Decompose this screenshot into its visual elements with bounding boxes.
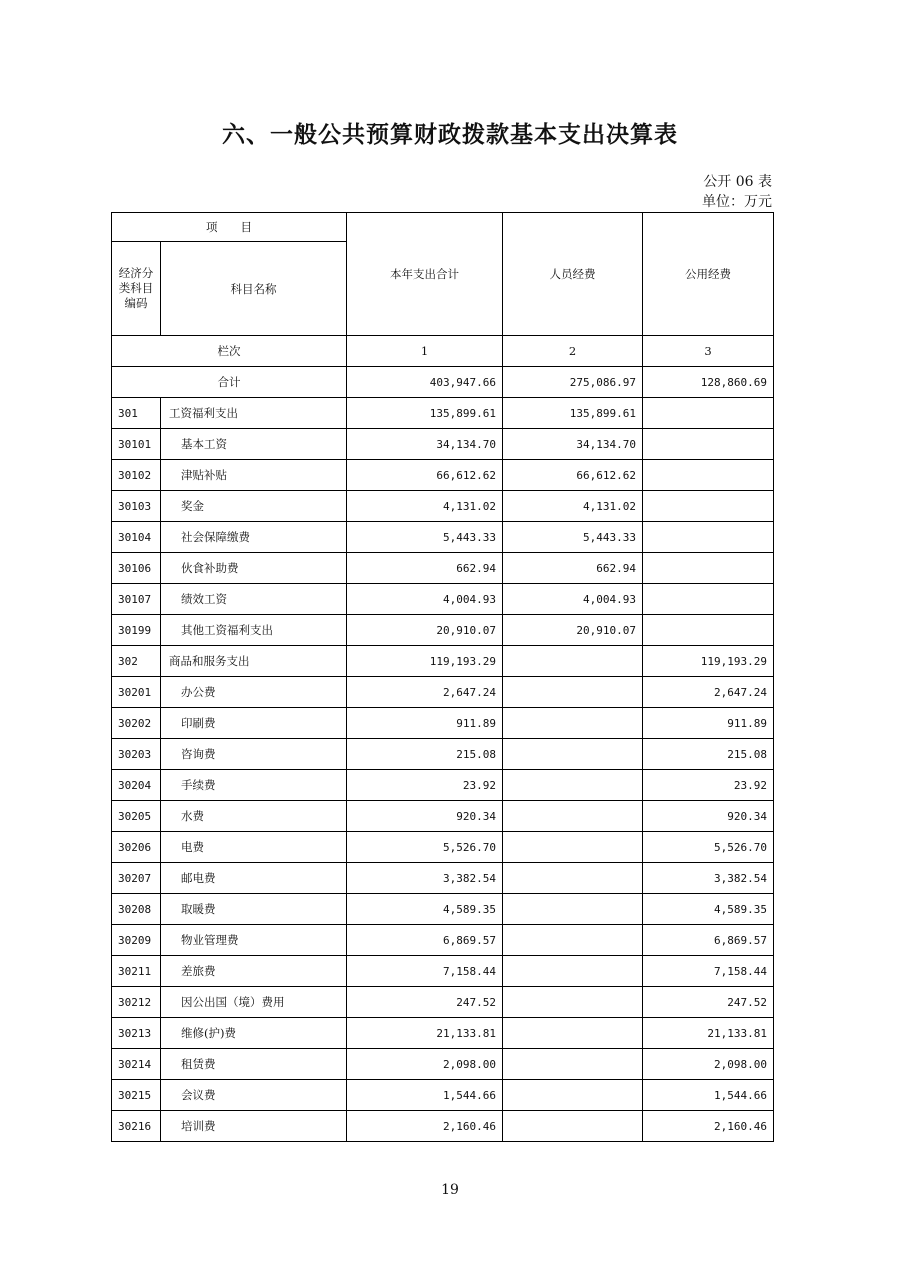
personnel-cell xyxy=(503,832,643,863)
total-cell: 5,526.70 xyxy=(347,832,503,863)
public-cell: 2,098.00 xyxy=(643,1049,774,1080)
personnel-cell: 662.94 xyxy=(503,553,643,584)
econ-code-cell: 30213 xyxy=(112,1018,161,1049)
subject-name-cell: 租赁费 xyxy=(161,1049,347,1080)
personnel-cell xyxy=(503,925,643,956)
econ-code-cell: 30208 xyxy=(112,894,161,925)
econ-code-cell: 30106 xyxy=(112,553,161,584)
row-index-label: 栏次 xyxy=(112,336,347,367)
econ-code-cell: 30204 xyxy=(112,770,161,801)
table-row xyxy=(112,398,774,429)
personnel-cell: 135,899.61 xyxy=(503,398,643,429)
total-cell: 66,612.62 xyxy=(347,460,503,491)
econ-code-cell: 30205 xyxy=(112,801,161,832)
personnel-cell xyxy=(503,1049,643,1080)
subject-name-cell: 基本工资 xyxy=(161,429,347,460)
total-cell: 34,134.70 xyxy=(347,429,503,460)
econ-code-cell: 30103 xyxy=(112,491,161,522)
econ-code-cell: 30206 xyxy=(112,832,161,863)
subject-name-cell: 手续费 xyxy=(161,770,347,801)
form-number: 公开 06 表 xyxy=(703,174,772,190)
econ-code-cell: 302 xyxy=(112,646,161,677)
public-cell xyxy=(643,398,774,429)
table-row xyxy=(112,894,774,925)
subject-name-cell: 商品和服务支出 xyxy=(161,646,347,677)
public-cell: 920.34 xyxy=(643,801,774,832)
table-row xyxy=(112,801,774,832)
total-cell: 2,098.00 xyxy=(347,1049,503,1080)
econ-code-header: 经济分类科目编码 xyxy=(112,242,161,336)
total-cell: 662.94 xyxy=(347,553,503,584)
table-row xyxy=(112,708,774,739)
subject-name-cell: 社会保障缴费 xyxy=(161,522,347,553)
col-personnel-header: 人员经费 xyxy=(503,213,643,336)
personnel-cell xyxy=(503,646,643,677)
col-public-header: 公用经费 xyxy=(643,213,774,336)
subject-name-cell: 津贴补贴 xyxy=(161,460,347,491)
table-row xyxy=(112,646,774,677)
table-row xyxy=(112,925,774,956)
total-cell: 135,899.61 xyxy=(347,398,503,429)
total-public: 128,860.69 xyxy=(643,367,774,398)
subject-name-cell: 差旅费 xyxy=(161,956,347,987)
table-row xyxy=(112,429,774,460)
public-cell xyxy=(643,491,774,522)
econ-code-cell: 30199 xyxy=(112,615,161,646)
subject-name-cell: 会议费 xyxy=(161,1080,347,1111)
table-row xyxy=(112,770,774,801)
public-cell xyxy=(643,584,774,615)
table-row xyxy=(112,1018,774,1049)
public-cell: 3,382.54 xyxy=(643,863,774,894)
public-cell xyxy=(643,553,774,584)
table-row xyxy=(112,460,774,491)
personnel-cell xyxy=(503,987,643,1018)
subject-name-cell: 邮电费 xyxy=(161,863,347,894)
table-row xyxy=(112,832,774,863)
total-cell: 20,910.07 xyxy=(347,615,503,646)
subject-name-cell: 维修(护)费 xyxy=(161,1018,347,1049)
personnel-cell: 4,004.93 xyxy=(503,584,643,615)
table-row xyxy=(112,615,774,646)
table-row xyxy=(112,584,774,615)
unit-label: 单位：万元 xyxy=(702,194,772,210)
total-cell: 2,160.46 xyxy=(347,1111,503,1142)
econ-code-cell: 30107 xyxy=(112,584,161,615)
econ-code-cell: 30215 xyxy=(112,1080,161,1111)
total-row xyxy=(112,367,774,398)
col-total-header: 本年支出合计 xyxy=(347,213,503,336)
public-cell: 119,193.29 xyxy=(643,646,774,677)
total-cell: 119,193.29 xyxy=(347,646,503,677)
total-label: 合计 xyxy=(112,367,347,398)
table-row xyxy=(112,1080,774,1111)
col-index-2: 2 xyxy=(503,336,643,367)
total-cell: 6,869.57 xyxy=(347,925,503,956)
table-row xyxy=(112,522,774,553)
public-cell: 21,133.81 xyxy=(643,1018,774,1049)
total-cell: 3,382.54 xyxy=(347,863,503,894)
personnel-cell: 34,134.70 xyxy=(503,429,643,460)
public-cell xyxy=(643,522,774,553)
personnel-cell: 20,910.07 xyxy=(503,615,643,646)
table-row xyxy=(112,739,774,770)
personnel-cell xyxy=(503,1111,643,1142)
total-cell: 911.89 xyxy=(347,708,503,739)
expenditure-table xyxy=(111,212,774,1142)
econ-code-cell: 30201 xyxy=(112,677,161,708)
public-cell: 911.89 xyxy=(643,708,774,739)
subject-name-cell: 水费 xyxy=(161,801,347,832)
econ-code-cell: 30214 xyxy=(112,1049,161,1080)
total-amount: 403,947.66 xyxy=(347,367,503,398)
item-header: 项 目 xyxy=(112,213,347,242)
total-cell: 215.08 xyxy=(347,739,503,770)
personnel-cell xyxy=(503,894,643,925)
table-row xyxy=(112,553,774,584)
subject-name-cell: 办公费 xyxy=(161,677,347,708)
public-cell xyxy=(643,460,774,491)
public-cell: 247.52 xyxy=(643,987,774,1018)
total-cell: 920.34 xyxy=(347,801,503,832)
personnel-cell: 5,443.33 xyxy=(503,522,643,553)
personnel-cell xyxy=(503,1018,643,1049)
econ-code-cell: 30209 xyxy=(112,925,161,956)
public-cell xyxy=(643,615,774,646)
subject-name-cell: 电费 xyxy=(161,832,347,863)
total-personnel: 275,086.97 xyxy=(503,367,643,398)
personnel-cell xyxy=(503,1080,643,1111)
table-row xyxy=(112,677,774,708)
table-row xyxy=(112,1049,774,1080)
personnel-cell xyxy=(503,770,643,801)
public-cell: 215.08 xyxy=(643,739,774,770)
personnel-cell: 4,131.02 xyxy=(503,491,643,522)
subject-name-cell: 奖金 xyxy=(161,491,347,522)
personnel-cell: 66,612.62 xyxy=(503,460,643,491)
subject-name-cell: 咨询费 xyxy=(161,739,347,770)
public-cell: 6,869.57 xyxy=(643,925,774,956)
public-cell: 23.92 xyxy=(643,770,774,801)
total-cell: 2,647.24 xyxy=(347,677,503,708)
econ-code-cell: 30101 xyxy=(112,429,161,460)
total-cell: 4,589.35 xyxy=(347,894,503,925)
personnel-cell xyxy=(503,956,643,987)
col-index-1: 1 xyxy=(347,336,503,367)
econ-code-cell: 30211 xyxy=(112,956,161,987)
public-cell: 5,526.70 xyxy=(643,832,774,863)
page-number: 19 xyxy=(441,1182,459,1198)
total-cell: 4,131.02 xyxy=(347,491,503,522)
table-row xyxy=(112,956,774,987)
public-cell: 7,158.44 xyxy=(643,956,774,987)
public-cell: 2,160.46 xyxy=(643,1111,774,1142)
econ-code-cell: 30203 xyxy=(112,739,161,770)
subject-name-cell: 取暖费 xyxy=(161,894,347,925)
subject-name-cell: 印刷费 xyxy=(161,708,347,739)
table-row xyxy=(112,863,774,894)
col-index-3: 3 xyxy=(643,336,774,367)
subject-name-cell: 因公出国（境）费用 xyxy=(161,987,347,1018)
econ-code-cell: 30104 xyxy=(112,522,161,553)
table-row xyxy=(112,1111,774,1142)
econ-code-cell: 30102 xyxy=(112,460,161,491)
page-title: 六、一般公共预算财政拨款基本支出决算表 xyxy=(222,122,678,148)
total-cell: 21,133.81 xyxy=(347,1018,503,1049)
econ-code-cell: 30202 xyxy=(112,708,161,739)
personnel-cell xyxy=(503,708,643,739)
subject-name-cell: 其他工资福利支出 xyxy=(161,615,347,646)
public-cell xyxy=(643,429,774,460)
total-cell: 1,544.66 xyxy=(347,1080,503,1111)
econ-code-cell: 30207 xyxy=(112,863,161,894)
personnel-cell xyxy=(503,863,643,894)
personnel-cell xyxy=(503,677,643,708)
subject-name-cell: 物业管理费 xyxy=(161,925,347,956)
table-row xyxy=(112,987,774,1018)
total-cell: 4,004.93 xyxy=(347,584,503,615)
total-cell: 23.92 xyxy=(347,770,503,801)
subject-name-cell: 绩效工资 xyxy=(161,584,347,615)
total-cell: 5,443.33 xyxy=(347,522,503,553)
subject-name-cell: 培训费 xyxy=(161,1111,347,1142)
table-row xyxy=(112,491,774,522)
subject-name-cell: 伙食补助费 xyxy=(161,553,347,584)
total-cell: 7,158.44 xyxy=(347,956,503,987)
econ-code-cell: 301 xyxy=(112,398,161,429)
econ-code-cell: 30216 xyxy=(112,1111,161,1142)
personnel-cell xyxy=(503,739,643,770)
personnel-cell xyxy=(503,801,643,832)
public-cell: 4,589.35 xyxy=(643,894,774,925)
public-cell: 1,544.66 xyxy=(643,1080,774,1111)
econ-code-cell: 30212 xyxy=(112,987,161,1018)
subject-name-cell: 工资福利支出 xyxy=(161,398,347,429)
public-cell: 2,647.24 xyxy=(643,677,774,708)
total-cell: 247.52 xyxy=(347,987,503,1018)
subject-name-header: 科目名称 xyxy=(161,242,347,336)
